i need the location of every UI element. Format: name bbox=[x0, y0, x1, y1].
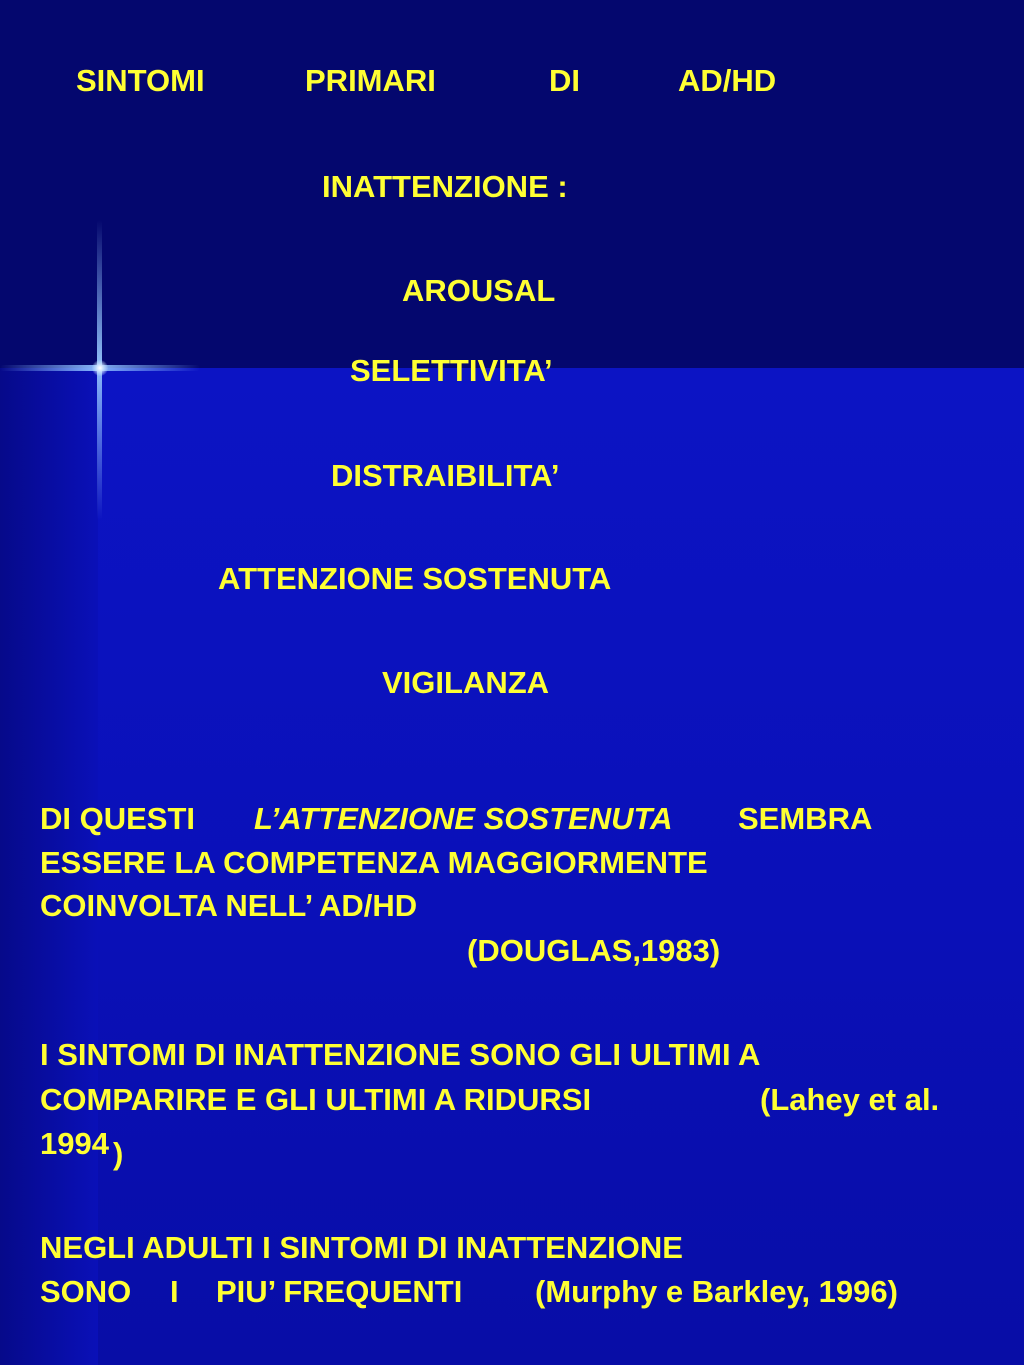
para1-line3: COINVOLTA NELL’ AD/HD bbox=[40, 888, 418, 923]
inattention-header: INATTENZIONE : bbox=[322, 169, 568, 204]
para3-word-sono: SONO bbox=[40, 1274, 132, 1309]
para3-line1: NEGLI ADULTI I SINTOMI DI INATTENZIONE bbox=[40, 1230, 683, 1265]
component-attenzione-sostenuta: ATTENZIONE SOSTENUTA bbox=[218, 561, 612, 596]
title-word-di: DI bbox=[549, 63, 580, 98]
para1-prefix: DI QUESTI bbox=[40, 801, 196, 836]
title-word-adhd: AD/HD bbox=[678, 63, 777, 98]
light-flare-core bbox=[92, 360, 108, 376]
component-selettivita: SELETTIVITA’ bbox=[350, 353, 553, 388]
para1-suffix: SEMBRA bbox=[738, 801, 873, 836]
title-word-sintomi: SINTOMI bbox=[76, 63, 205, 98]
para2-line2: COMPARIRE E GLI ULTIMI A RIDURSI bbox=[40, 1082, 592, 1117]
para1-line2: ESSERE LA COMPETENZA MAGGIORMENTE bbox=[40, 845, 708, 880]
para1-citation: (DOUGLAS,1983) bbox=[467, 933, 721, 968]
component-arousal: AROUSAL bbox=[402, 273, 556, 308]
component-vigilanza: VIGILANZA bbox=[382, 665, 550, 700]
para2-close-paren: ) bbox=[113, 1136, 124, 1171]
para1-emphasis: L’ATTENZIONE SOSTENUTA bbox=[254, 801, 673, 836]
para3-piu-frequenti: PIU’ FREQUENTI bbox=[216, 1274, 463, 1309]
para3-word-i: I bbox=[170, 1274, 179, 1309]
para3-citation: (Murphy e Barkley, 1996) bbox=[535, 1274, 898, 1309]
para2-citation: (Lahey et al. bbox=[760, 1082, 940, 1117]
component-distraibilita: DISTRAIBILITA’ bbox=[331, 458, 560, 493]
para2-year: 1994 bbox=[40, 1126, 109, 1161]
title-word-primari: PRIMARI bbox=[305, 63, 436, 98]
para2-line1: I SINTOMI DI INATTENZIONE SONO GLI ULTIMI A bbox=[40, 1037, 761, 1072]
